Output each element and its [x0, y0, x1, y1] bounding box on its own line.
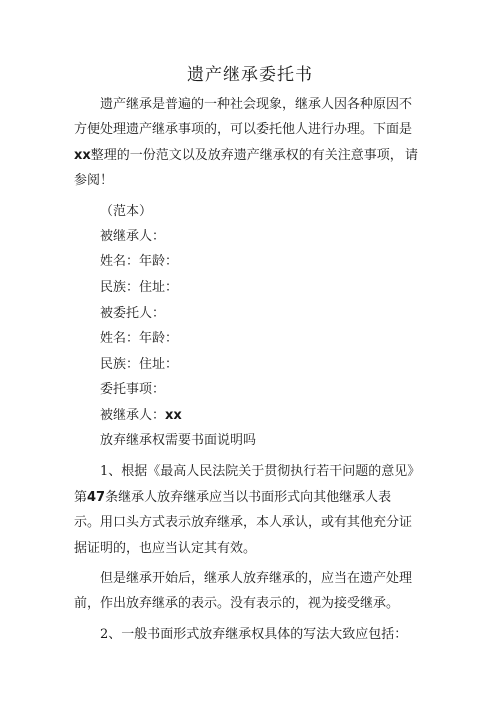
section-p1-line-1: 1、根据《最高人民法院关于贯彻执行若干问题的意见》 — [100, 464, 421, 479]
intro-line-3-tail: 请 — [405, 148, 419, 163]
section-p1-line-2-prefix: 第 — [74, 490, 88, 505]
decedent-xx-line — [100, 407, 182, 425]
section-p1-line-2-text: 条继承人放弃继承应当以书面形式向其他继承人表 — [105, 490, 392, 505]
document-title: 遗产继承委托书 — [187, 65, 313, 85]
decedent-xx-value: xx — [165, 408, 182, 423]
intro-line-4: 参阅！ — [74, 173, 114, 188]
section-p1-line-4: 据证明的，也应当认定其有效。 — [74, 541, 257, 556]
section-p2-line-1: 但是继承开始后，继承人放弃继承的，应当在遗产处理 — [100, 571, 413, 586]
section-p1-line-2 — [74, 489, 391, 507]
name-age-field-2: 姓名：年龄： — [100, 331, 179, 346]
intro-line-3-text: 整理的一份范文以及放弃遗产继承权的有关注意事项， — [90, 148, 403, 163]
sample-label: （范本） — [100, 204, 153, 219]
agent-label: 被委托人： — [100, 306, 166, 321]
decedent-label: 被继承人： — [100, 229, 166, 244]
intro-line-3 — [74, 147, 403, 165]
section-p2-line-2: 前，作出放弃继承的表示。没有表示的，视为接受继承。 — [74, 596, 400, 611]
name-age-field-1: 姓名：年龄： — [100, 254, 179, 269]
section-p3-line-1: 2、一般书面形式放弃继承权具体的写法大致应包括： — [100, 627, 408, 642]
ethnicity-address-field-2: 民族：住址： — [100, 357, 179, 372]
decedent-xx-label: 被继承人： — [100, 408, 166, 423]
section-heading: 放弃继承权需要书面说明吗 — [100, 433, 257, 448]
intro-xx: xx — [74, 148, 91, 163]
intro-line-1: 遗产继承是普遍的一种社会现象，继承人因各种原因不 — [100, 97, 413, 112]
article-number: 47 — [87, 490, 106, 505]
section-p1-line-3: 示。用口头方式表示放弃继承，本人承认，或有其他充分证 — [74, 515, 413, 530]
intro-line-2: 方便处理遗产继承事项的，可以委托他人进行办理。下面是 — [74, 122, 413, 137]
matters-label: 委托事项： — [100, 382, 166, 397]
ethnicity-address-field-1: 民族：住址： — [100, 280, 179, 295]
